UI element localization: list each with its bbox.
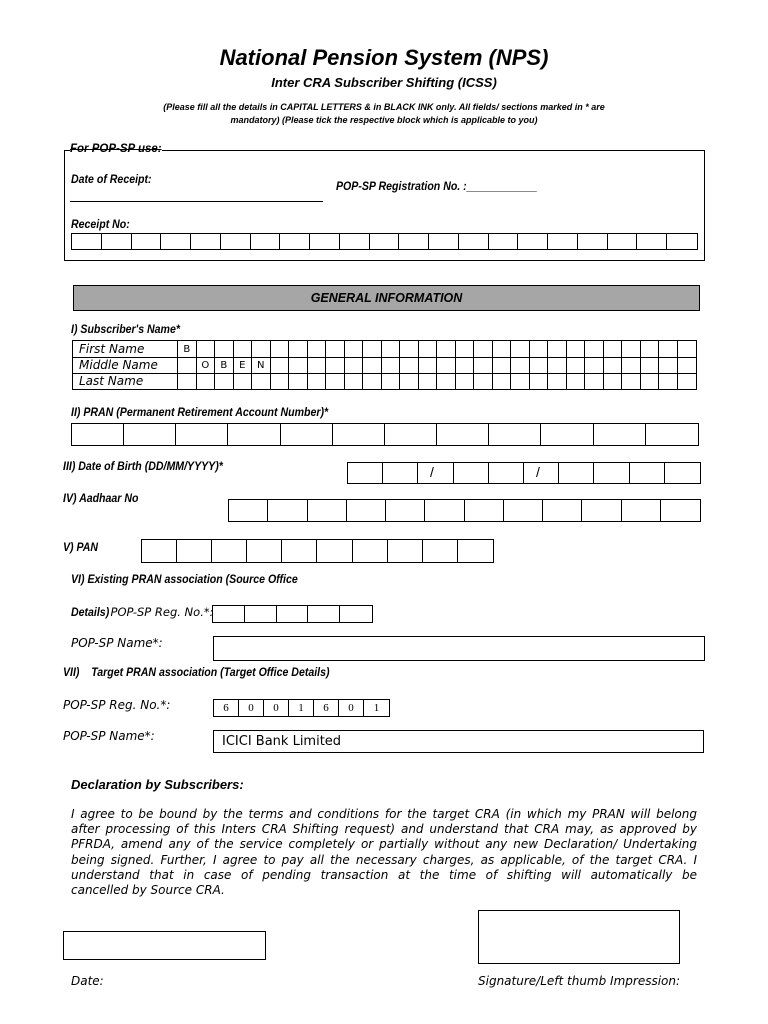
date-of-receipt-label: Date of Receipt: bbox=[71, 174, 152, 186]
target-pop-sp-reg-digit[interactable]: 0 bbox=[339, 700, 364, 716]
middle-name-box[interactable] bbox=[659, 358, 678, 373]
target-pop-sp-reg-digit[interactable]: 0 bbox=[239, 700, 264, 716]
last-name-boxes[interactable] bbox=[178, 374, 696, 389]
last-name-box[interactable] bbox=[363, 374, 382, 389]
pan-box[interactable] bbox=[212, 540, 247, 562]
dob-box[interactable] bbox=[454, 463, 489, 483]
dob-box[interactable] bbox=[559, 463, 594, 483]
target-pop-sp-reg-digit[interactable]: 0 bbox=[264, 700, 289, 716]
aadhaar-box[interactable] bbox=[229, 500, 268, 521]
last-name-box[interactable] bbox=[456, 374, 475, 389]
source-reg-label-row bbox=[71, 605, 213, 619]
instructions-line-2: mandatory) (Please tick the respective block which is applicable to you) bbox=[230, 115, 538, 125]
first-name-label: First Name bbox=[79, 342, 145, 356]
instructions-line-1: (Please fill all the details in CAPITAL LETTERS & in BLACK INK only. All fields/ sections marked in * are bbox=[163, 102, 605, 112]
middle-name-box[interactable] bbox=[308, 358, 327, 373]
declaration-line: after processing of this Inters CRA Shifting request) and understand that CRA may, as approved by bbox=[71, 822, 697, 837]
aadhaar-box[interactable] bbox=[504, 500, 543, 521]
dob-box[interactable] bbox=[630, 463, 665, 483]
pran-box[interactable] bbox=[489, 424, 541, 445]
pop-sp-use-legend: For POP-SP use: bbox=[70, 143, 162, 155]
middle-name-box[interactable] bbox=[419, 358, 438, 373]
pan-box[interactable] bbox=[353, 540, 388, 562]
last-name-box[interactable] bbox=[234, 374, 253, 389]
middle-name-box[interactable] bbox=[456, 358, 475, 373]
signature-label: Signature/Left thumb Impression: bbox=[478, 974, 681, 988]
declaration-line: I agree to be bound by the terms and conditions for the target CRA (in which my PRAN will belong bbox=[71, 807, 697, 821]
middle-name-box[interactable] bbox=[400, 358, 419, 373]
first-name-boxes[interactable] bbox=[178, 341, 696, 357]
last-name-box[interactable] bbox=[289, 374, 308, 389]
middle-name-box[interactable] bbox=[511, 358, 530, 373]
first-name-box[interactable] bbox=[456, 341, 475, 357]
aadhaar-box[interactable] bbox=[465, 500, 504, 521]
middle-name-box[interactable] bbox=[437, 358, 456, 373]
aadhaar-box[interactable] bbox=[622, 500, 661, 521]
pran-box[interactable] bbox=[124, 424, 176, 445]
middle-name-box[interactable] bbox=[678, 358, 697, 373]
first-name-box[interactable] bbox=[326, 341, 345, 357]
existing-pran-association-label: VI) Existing PRAN association (Source Office bbox=[71, 574, 298, 586]
receipt-no-box[interactable] bbox=[251, 234, 281, 249]
last-name-box[interactable] bbox=[567, 374, 586, 389]
first-name-box[interactable]: B bbox=[178, 341, 197, 357]
last-name-box[interactable] bbox=[641, 374, 660, 389]
target-pop-sp-reg-digit[interactable]: 1 bbox=[373, 702, 380, 714]
subscriber-name-label: I) Subscriber's Name* bbox=[71, 324, 180, 336]
middle-name-box[interactable] bbox=[271, 358, 290, 373]
first-name-box[interactable] bbox=[345, 341, 364, 357]
target-pop-sp-reg-boxes[interactable] bbox=[213, 699, 390, 717]
aadhaar-label: IV) Aadhaar No bbox=[63, 493, 139, 505]
middle-name-box[interactable] bbox=[622, 358, 641, 373]
target-pop-sp-name-value: ICICI Bank Limited bbox=[222, 734, 342, 749]
last-name-box[interactable] bbox=[419, 374, 438, 389]
source-pop-sp-reg-boxes[interactable] bbox=[212, 605, 373, 623]
first-name-box[interactable] bbox=[548, 341, 567, 357]
declaration-line: PFRDA, amend any of the service completely or partially without any new Declaration/ Undertaking bbox=[71, 837, 697, 852]
first-name-box[interactable] bbox=[530, 341, 549, 357]
receipt-no-box[interactable] bbox=[132, 234, 162, 249]
pan-box[interactable] bbox=[282, 540, 317, 562]
target-pop-sp-name-label: POP-SP Name*: bbox=[63, 729, 155, 743]
declaration-heading: Declaration by Subscribers: bbox=[71, 777, 244, 792]
aadhaar-box[interactable] bbox=[543, 500, 582, 521]
target-pop-sp-name-field[interactable] bbox=[213, 730, 704, 753]
first-name-box[interactable] bbox=[234, 341, 253, 357]
date-of-receipt-line[interactable] bbox=[70, 201, 323, 202]
dob-boxes[interactable] bbox=[347, 462, 701, 484]
source-pop-sp-name-field[interactable] bbox=[213, 636, 705, 661]
pran-box[interactable] bbox=[333, 424, 385, 445]
last-name-box[interactable] bbox=[493, 374, 512, 389]
receipt-no-boxes[interactable] bbox=[71, 233, 698, 250]
aadhaar-box[interactable] bbox=[425, 500, 464, 521]
first-name-box[interactable] bbox=[659, 341, 678, 357]
pran-box[interactable] bbox=[541, 424, 593, 445]
aadhaar-box[interactable] bbox=[582, 500, 621, 521]
receipt-no-box[interactable] bbox=[310, 234, 340, 249]
dob-box[interactable] bbox=[489, 463, 524, 483]
target-pop-sp-reg-digit[interactable]: 6 bbox=[214, 700, 239, 716]
receipt-no-box[interactable] bbox=[191, 234, 221, 249]
first-name-box[interactable] bbox=[289, 341, 308, 357]
last-name-box[interactable] bbox=[197, 374, 216, 389]
middle-name-label: Middle Name bbox=[79, 358, 158, 372]
dob-box[interactable] bbox=[418, 463, 453, 483]
page-subtitle: Inter CRA Subscriber Shifting (ICSS) bbox=[271, 75, 497, 90]
date-label: Date: bbox=[71, 974, 104, 988]
first-name-box[interactable] bbox=[585, 341, 604, 357]
first-name-box[interactable] bbox=[271, 341, 290, 357]
first-name-box[interactable] bbox=[493, 341, 512, 357]
pan-box[interactable] bbox=[317, 540, 352, 562]
pran-box[interactable] bbox=[594, 424, 646, 445]
aadhaar-boxes[interactable] bbox=[228, 499, 701, 522]
dob-box[interactable] bbox=[665, 463, 700, 483]
source-pop-sp-reg-box[interactable] bbox=[340, 606, 372, 622]
last-name-label: Last Name bbox=[79, 374, 144, 388]
receipt-no-box[interactable] bbox=[578, 234, 608, 249]
dob-box[interactable] bbox=[348, 463, 383, 483]
last-name-box[interactable] bbox=[215, 374, 234, 389]
middle-name-box[interactable] bbox=[326, 358, 345, 373]
receipt-no-box[interactable] bbox=[280, 234, 310, 249]
dob-separator-1: / bbox=[430, 464, 434, 480]
last-name-box[interactable] bbox=[252, 374, 271, 389]
target-pran-association-label: VII) Target PRAN association (Target Office Details) bbox=[63, 667, 330, 679]
declaration-line: understand that in case of pending transaction at the time of shifting will automatically be bbox=[71, 867, 697, 882]
first-name-box[interactable] bbox=[437, 341, 456, 357]
signature-field[interactable] bbox=[478, 910, 680, 964]
source-pop-sp-name-label: POP-SP Name*: bbox=[71, 636, 163, 650]
pran-box[interactable] bbox=[228, 424, 280, 445]
first-name-box[interactable] bbox=[252, 341, 271, 357]
middle-name-box[interactable] bbox=[567, 358, 586, 373]
target-pop-sp-reg-digit[interactable]: 1 bbox=[289, 700, 314, 716]
middle-name-boxes[interactable] bbox=[178, 358, 696, 373]
last-name-box[interactable] bbox=[271, 374, 290, 389]
aadhaar-box[interactable] bbox=[347, 500, 386, 521]
dob-box[interactable] bbox=[383, 463, 418, 483]
source-pop-sp-reg-box[interactable] bbox=[245, 606, 277, 622]
middle-name-box[interactable] bbox=[345, 358, 364, 373]
receipt-no-box[interactable] bbox=[161, 234, 191, 249]
first-name-box[interactable] bbox=[641, 341, 660, 357]
pan-box[interactable] bbox=[458, 540, 493, 562]
last-name-box[interactable] bbox=[622, 374, 641, 389]
pop-sp-registration-label: POP-SP Registration No. :____________ bbox=[336, 181, 538, 193]
last-name-box[interactable] bbox=[585, 374, 604, 389]
last-name-box[interactable] bbox=[400, 374, 419, 389]
receipt-no-box[interactable] bbox=[370, 234, 400, 249]
middle-name-box[interactable] bbox=[530, 358, 549, 373]
pan-box[interactable] bbox=[142, 540, 177, 562]
last-name-box[interactable] bbox=[511, 374, 530, 389]
pran-box[interactable] bbox=[281, 424, 333, 445]
last-name-box[interactable] bbox=[308, 374, 327, 389]
middle-name-box[interactable] bbox=[363, 358, 382, 373]
middle-name-box[interactable] bbox=[548, 358, 567, 373]
last-name-box[interactable] bbox=[382, 374, 401, 389]
receipt-no-box[interactable] bbox=[429, 234, 459, 249]
pran-box[interactable] bbox=[176, 424, 228, 445]
receipt-no-box[interactable] bbox=[489, 234, 519, 249]
pan-boxes[interactable] bbox=[141, 539, 494, 563]
last-name-box[interactable] bbox=[548, 374, 567, 389]
declaration-text bbox=[71, 807, 697, 898]
first-name-box[interactable] bbox=[604, 341, 623, 357]
last-name-box[interactable] bbox=[437, 374, 456, 389]
declaration-line: being signed. Further, I agree to pay all the necessary charges, as applicable, of the target CRA. I bbox=[71, 852, 697, 867]
first-name-box[interactable] bbox=[308, 341, 327, 357]
pran-label: II) PRAN (Permanent Retirement Account Number)* bbox=[71, 407, 329, 419]
target-pop-sp-reg-label: POP-SP Reg. No.*: bbox=[63, 698, 171, 712]
first-name-box[interactable] bbox=[511, 341, 530, 357]
page-title: National Pension System (NPS) bbox=[219, 45, 549, 70]
first-name-box[interactable] bbox=[197, 341, 216, 357]
receipt-no-box[interactable] bbox=[340, 234, 370, 249]
pran-box[interactable] bbox=[646, 424, 698, 445]
pan-box[interactable] bbox=[247, 540, 282, 562]
first-name-box[interactable] bbox=[419, 341, 438, 357]
receipt-no-box[interactable] bbox=[399, 234, 429, 249]
last-name-box[interactable] bbox=[474, 374, 493, 389]
middle-name-box[interactable] bbox=[474, 358, 493, 373]
middle-name-box[interactable]: O bbox=[197, 358, 216, 373]
source-details-label: Details) bbox=[71, 607, 110, 619]
general-information-banner: GENERAL INFORMATION bbox=[73, 285, 700, 311]
source-pop-sp-reg-box[interactable] bbox=[277, 606, 309, 622]
receipt-no-box[interactable] bbox=[667, 234, 697, 249]
pran-boxes[interactable] bbox=[71, 423, 699, 446]
middle-name-box[interactable]: B bbox=[215, 358, 234, 373]
source-pop-sp-reg-label: POP-SP Reg. No.*: bbox=[110, 605, 214, 619]
middle-name-box[interactable] bbox=[641, 358, 660, 373]
source-pop-sp-reg-box[interactable] bbox=[213, 606, 245, 622]
receipt-no-box[interactable] bbox=[102, 234, 132, 249]
middle-name-box[interactable] bbox=[493, 358, 512, 373]
first-name-box[interactable] bbox=[215, 341, 234, 357]
aadhaar-box[interactable] bbox=[268, 500, 307, 521]
last-name-box[interactable] bbox=[659, 374, 678, 389]
pran-box[interactable] bbox=[437, 424, 489, 445]
dob-separator-2: / bbox=[536, 464, 540, 480]
pran-box[interactable] bbox=[385, 424, 437, 445]
target-pop-sp-reg-digit[interactable]: 6 bbox=[314, 700, 339, 716]
middle-name-box[interactable] bbox=[178, 358, 197, 373]
first-name-box[interactable] bbox=[678, 341, 697, 357]
aadhaar-box[interactable] bbox=[661, 500, 700, 521]
receipt-no-box[interactable] bbox=[518, 234, 548, 249]
last-name-box[interactable] bbox=[326, 374, 345, 389]
first-name-box[interactable] bbox=[474, 341, 493, 357]
last-name-box[interactable] bbox=[345, 374, 364, 389]
middle-name-box[interactable]: E bbox=[234, 358, 253, 373]
receipt-no-box[interactable] bbox=[459, 234, 489, 249]
dob-label: III) Date of Birth (DD/MM/YYYY)* bbox=[63, 461, 223, 473]
receipt-no-box[interactable] bbox=[221, 234, 251, 249]
dob-box[interactable] bbox=[524, 463, 559, 483]
receipt-no-box[interactable] bbox=[608, 234, 638, 249]
last-name-box[interactable] bbox=[530, 374, 549, 389]
date-field[interactable] bbox=[63, 931, 266, 960]
declaration-line: cancelled by Source CRA. bbox=[71, 883, 225, 898]
last-name-box[interactable] bbox=[604, 374, 623, 389]
first-name-box[interactable] bbox=[400, 341, 419, 357]
first-name-box[interactable] bbox=[382, 341, 401, 357]
first-name-box[interactable] bbox=[567, 341, 586, 357]
last-name-box[interactable] bbox=[678, 374, 697, 389]
receipt-no-box[interactable] bbox=[637, 234, 667, 249]
receipt-no-label: Receipt No: bbox=[71, 219, 130, 231]
pran-box[interactable] bbox=[72, 424, 124, 445]
middle-name-box[interactable] bbox=[382, 358, 401, 373]
dob-box[interactable] bbox=[594, 463, 629, 483]
first-name-box[interactable] bbox=[622, 341, 641, 357]
last-name-box[interactable] bbox=[178, 374, 197, 389]
receipt-no-box[interactable] bbox=[72, 234, 102, 249]
middle-name-box[interactable] bbox=[585, 358, 604, 373]
pan-box[interactable] bbox=[423, 540, 458, 562]
source-pop-sp-reg-box[interactable] bbox=[308, 606, 340, 622]
pan-box[interactable] bbox=[388, 540, 423, 562]
middle-name-box[interactable] bbox=[604, 358, 623, 373]
middle-name-box[interactable] bbox=[289, 358, 308, 373]
pan-label: V) PAN bbox=[63, 542, 99, 554]
subscriber-name-table bbox=[72, 340, 697, 390]
pan-box[interactable] bbox=[177, 540, 212, 562]
middle-name-box[interactable]: N bbox=[252, 358, 271, 373]
aadhaar-box[interactable] bbox=[308, 500, 347, 521]
aadhaar-box[interactable] bbox=[386, 500, 425, 521]
first-name-box[interactable] bbox=[363, 341, 382, 357]
receipt-no-box[interactable] bbox=[548, 234, 578, 249]
